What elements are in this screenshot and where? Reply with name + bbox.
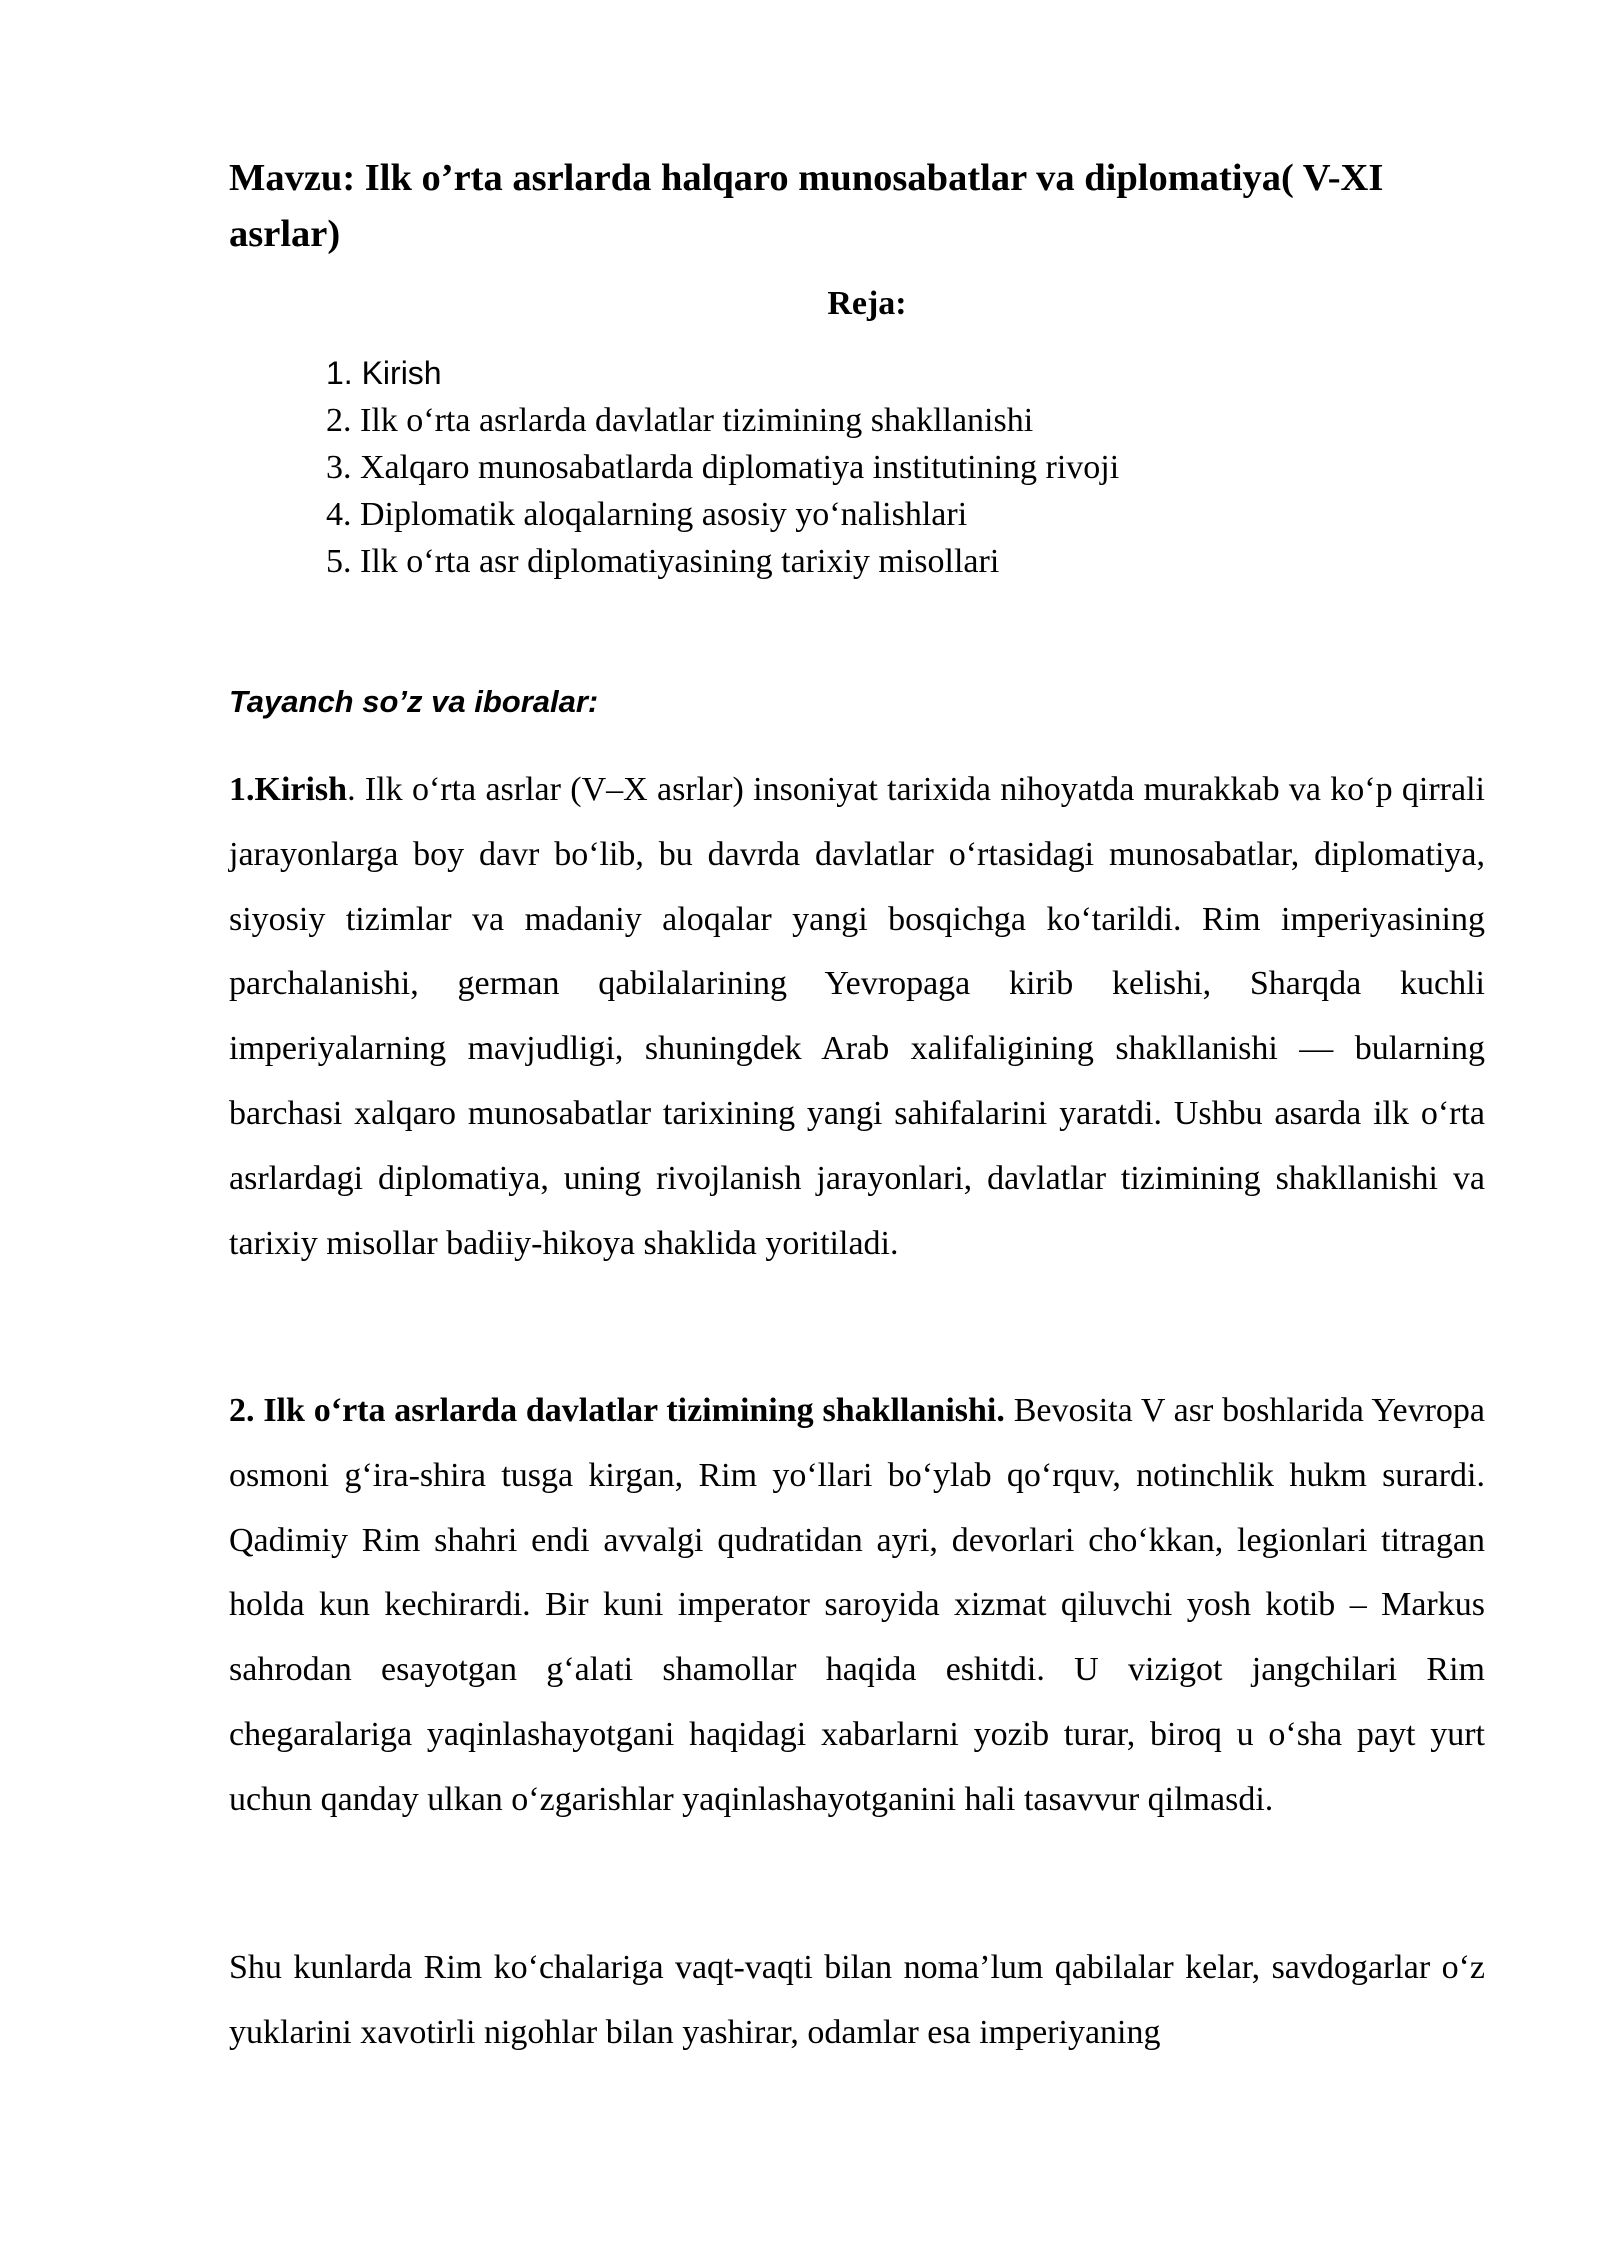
plan-item: 1. Kirish: [326, 355, 442, 391]
section-paragraph-intro: [229, 758, 1485, 1276]
plan-item: 2. Ilk o‘rta asrlarda davlatlar tizimining shakllanishi: [326, 402, 1034, 439]
keywords-heading: Tayanch so’z va iboralar:: [229, 684, 599, 719]
plan-item: 4. Diplomatik aloqalarning asosiy yo‘nalishlari: [326, 496, 968, 533]
plan-heading: Reja:: [827, 285, 907, 322]
section-text: Bevosita V asr boshlarida Yevropa osmoni g‘ira-shira tusga kirgan, Rim yo‘llari bo‘ylab qo‘rquv, notinchlik hukm surardi. Qadimiy Rim shahri endi avvalgi qudratidan ayri, devorlari cho‘kkan, legionlari titragan holda kun kechirardi. Bir kuni imperator saroyida xizmat qiluvchi yosh kotib – Markus sahrodan esayotgan g‘alati shamollar haqida eshitdi. U vizigot jangchilari Rim chegaralariga yaqinlashayotgani haqidagi xabarlarni yozib turar, biroq u o‘sha payt yurt uchun qanday ulkan o‘zgarishlar yaqinlashayotganini hali tasavvur qilmasdi.: [229, 1392, 1485, 1818]
section-lead: 1.Kirish: [229, 771, 348, 808]
section-lead: 2. Ilk o‘rta asrlarda davlatlar tizimining shakllanishi.: [229, 1392, 1005, 1429]
plan-list: [326, 350, 1119, 585]
plan-item: 5. Ilk o‘rta asr diplomatiyasining tarixiy misollari: [326, 543, 1000, 580]
section-text: Shu kunlarda Rim ko‘chalariga vaqt-vaqti bilan noma’lum qabilalar kelar, savdogarlar o‘z yuklarini xavotirli nigohlar bilan yashirar, odamlar esa imperiyaning: [229, 1949, 1485, 2051]
document-title: Mavzu: Ilk o’rta asrlarda halqaro munosabatlar va diplomatiya( V-XI asrlar): [229, 157, 1384, 255]
section-paragraph-continued: [229, 1936, 1485, 2066]
section-text: . Ilk o‘rta asrlar (V–X asrlar) insoniyat tarixida nihoyatda murakkab va ko‘p qirrali jarayonlarga boy davr bo‘lib, bu davrda davlatlar o‘rtasidagi munosabatlar, diplomatiya, siyosiy tizimlar va madaniy aloqalar yangi bosqichga ko‘tarildi. Rim imperiyasining parchalanishi, german qabilalarining Yevropaga kirib kelishi, Sharqda kuchli imperiyalarning mavjudligi, shuningdek Arab xalifaligining shakllanishi — bularning barchasi xalqaro munosabatlar tarixining yangi sahifalarini yaratdi. Ushbu asarda ilk o‘rta asrlardagi diplomatiya, uning rivojlanish jarayonlari, davlatlar tizimining shakllanishi va tarixiy misollar badiiy-hikoya shaklida yoritiladi.: [229, 771, 1485, 1262]
plan-item: 3. Xalqaro munosabatlarda diplomatiya institutining rivoji: [326, 449, 1120, 486]
section-paragraph-states: [229, 1379, 1485, 1833]
